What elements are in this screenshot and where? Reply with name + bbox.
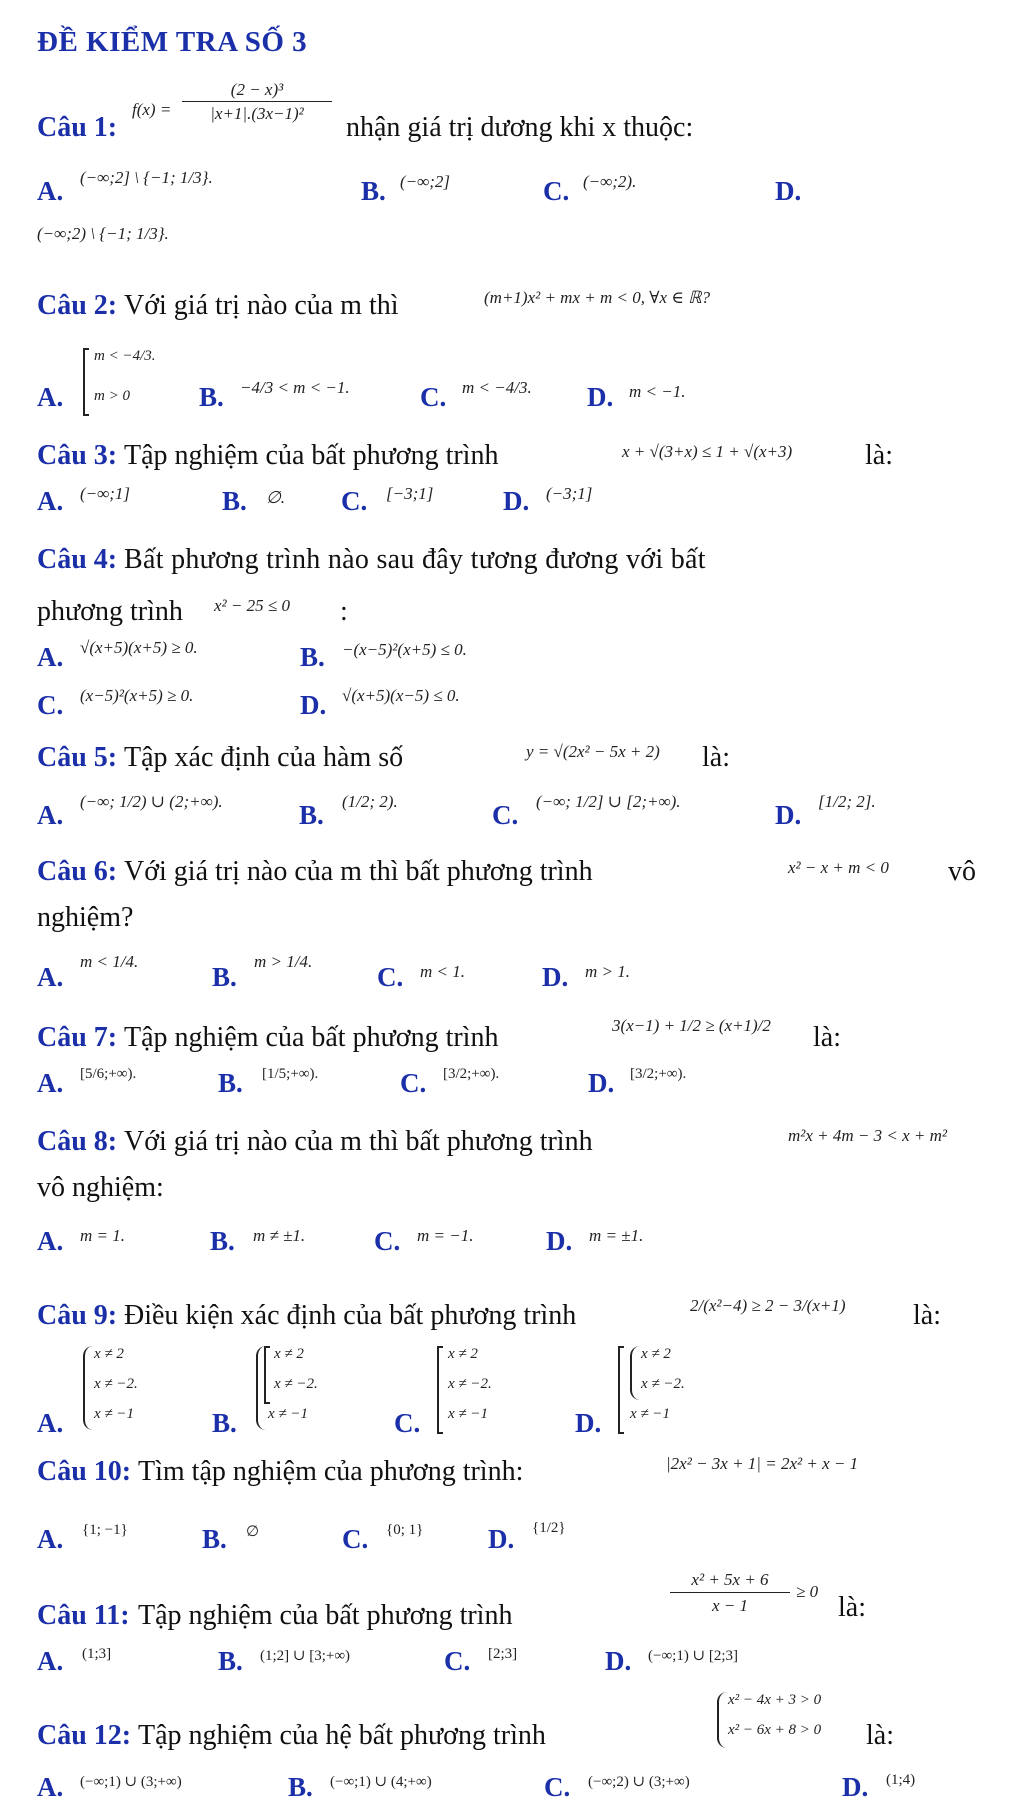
q8-option-c-label[interactable]: C. — [374, 1226, 401, 1256]
question-5-tail: là: — [702, 742, 730, 773]
q6-option-d-label[interactable]: D. — [542, 962, 569, 992]
q2-option-a-line2[interactable]: m > 0 — [94, 388, 130, 404]
q7-option-c-label[interactable]: C. — [400, 1068, 427, 1098]
question-2-label: Câu 2: — [37, 290, 118, 321]
q9-option-a-line2[interactable]: x ≠ −2. — [94, 1376, 138, 1392]
page-title: ĐỀ KIỂM TRA SỐ 3 — [37, 26, 308, 58]
q9-option-a-label[interactable]: A. — [37, 1408, 64, 1438]
question-3-formula: x + √(3+x) ≤ 1 + √(x+3) — [622, 442, 793, 461]
q11-option-a-label[interactable]: A. — [37, 1646, 64, 1676]
question-7-formula: 3(x−1) + 1/2 ≥ (x+1)/2 — [612, 1016, 771, 1035]
question-8-text-line2: vô nghiệm: — [37, 1172, 164, 1203]
q9-option-d-line2[interactable]: x ≠ −2. — [641, 1376, 685, 1392]
q1-option-d-label[interactable]: D. — [775, 176, 802, 206]
question-8-formula: m²x + 4m − 3 < x + m² — [788, 1126, 948, 1145]
question-11-fraction-bar — [670, 1592, 790, 1593]
q5-option-a-value[interactable]: (−∞; 1/2) ∪ (2;+∞). — [80, 792, 223, 811]
question-11-label: Câu 11: — [37, 1600, 130, 1631]
q8-option-a-label[interactable]: A. — [37, 1226, 64, 1256]
q12-option-c-value[interactable]: (−∞;2) ∪ (3;+∞) — [588, 1774, 690, 1790]
question-9-tail: là: — [913, 1300, 941, 1331]
question-12-system-brace — [717, 1692, 727, 1748]
q11-option-d-value[interactable]: (−∞;1) ∪ [2;3] — [648, 1648, 739, 1664]
question-11-numerator: x² + 5x + 6 — [691, 1570, 769, 1589]
q4-option-c-value[interactable]: (x−5)²(x+5) ≥ 0. — [80, 686, 194, 705]
q9-option-a-line1[interactable]: x ≠ 2 — [94, 1346, 124, 1362]
q8-option-d-label[interactable]: D. — [546, 1226, 573, 1256]
question-4-label: Câu 4: — [37, 544, 118, 575]
question-12-system-line2: x² − 6x + 8 > 0 — [728, 1722, 822, 1738]
q3-option-d-value[interactable]: (−3;1] — [546, 484, 593, 503]
q4-option-c-label[interactable]: C. — [37, 690, 64, 720]
q1-option-a-value[interactable]: (−∞;2] \ {−1; 1/3}. — [80, 168, 213, 187]
q5-option-d-label[interactable]: D. — [775, 800, 802, 830]
question-2-formula: (m+1)x² + mx + m < 0, ∀x ∈ ℝ? — [484, 288, 711, 307]
q8-option-b-value[interactable]: m ≠ ±1. — [253, 1226, 306, 1245]
q2-option-a-label[interactable]: A. — [37, 382, 64, 412]
question-6-label: Câu 6: — [37, 856, 118, 887]
question-5-formula: y = √(2x² − 5x + 2) — [526, 742, 660, 761]
q7-option-a-label[interactable]: A. — [37, 1068, 64, 1098]
q7-option-b-label[interactable]: B. — [218, 1068, 243, 1098]
q9-option-c-label[interactable]: C. — [394, 1408, 421, 1438]
question-11-tail: là: — [838, 1592, 866, 1623]
q10-option-d-value[interactable]: {1/2} — [532, 1520, 566, 1536]
q9-option-d-label[interactable]: D. — [575, 1408, 602, 1438]
q10-option-d-label[interactable]: D. — [488, 1524, 515, 1554]
q5-option-b-value[interactable]: (1/2; 2). — [342, 792, 398, 811]
q9-option-c-line1[interactable]: x ≠ 2 — [448, 1346, 478, 1362]
question-3-label: Câu 3: — [37, 440, 118, 471]
question-4-text: Bất phương trình nào sau đây tương đương với bất — [124, 544, 706, 575]
question-6-text: Với giá trị nào của m thì bất phương trình — [124, 856, 593, 887]
question-6-text-line2: nghiệm? — [37, 902, 134, 933]
question-2-text: Với giá trị nào của m thì — [124, 290, 399, 321]
q7-option-c-value[interactable]: [3/2;+∞). — [443, 1066, 500, 1082]
q6-option-b-value[interactable]: m > 1/4. — [254, 952, 313, 971]
q1-option-c-label[interactable]: C. — [543, 176, 570, 206]
q2-option-d-label[interactable]: D. — [587, 382, 614, 412]
q1-option-d-value[interactable]: (−∞;2) \ {−1; 1/3}. — [37, 224, 169, 243]
question-3-text: Tập nghiệm của bất phương trình — [124, 440, 499, 471]
q10-option-b-label[interactable]: B. — [202, 1524, 227, 1554]
question-12-system-line1: x² − 4x + 3 > 0 — [728, 1692, 822, 1708]
q3-option-b-label[interactable]: B. — [222, 486, 247, 516]
question-9-formula: 2/(x²−4) ≥ 2 − 3/(x+1) — [690, 1296, 846, 1315]
q4-option-b-value[interactable]: −(x−5)²(x+5) ≤ 0. — [342, 640, 467, 659]
q2-option-c-value[interactable]: m < −4/3. — [462, 378, 532, 397]
q6-option-a-label[interactable]: A. — [37, 962, 64, 992]
q6-option-b-label[interactable]: B. — [212, 962, 237, 992]
question-5-text: Tập xác định của hàm số — [124, 742, 404, 773]
q11-option-b-label[interactable]: B. — [218, 1646, 243, 1676]
q12-option-d-value[interactable]: (1;4) — [886, 1772, 916, 1788]
q11-option-a-value[interactable]: (1;3] — [82, 1646, 112, 1662]
q3-option-b-value[interactable]: ∅. — [266, 488, 286, 507]
q5-option-c-label[interactable]: C. — [492, 800, 519, 830]
q9-option-b-bracket — [264, 1346, 270, 1404]
q5-option-c-value[interactable]: (−∞; 1/2] ∪ [2;+∞). — [536, 792, 681, 811]
question-11-text: Tập nghiệm của bất phương trình — [138, 1600, 513, 1631]
question-11-denominator: x − 1 — [711, 1596, 749, 1615]
q10-option-a-label[interactable]: A. — [37, 1524, 64, 1554]
question-4-formula: x² − 25 ≤ 0 — [214, 596, 290, 615]
q6-option-d-value[interactable]: m > 1. — [585, 962, 630, 981]
question-9-label: Câu 9: — [37, 1300, 118, 1331]
q9-option-b-line2[interactable]: x ≠ −2. — [274, 1376, 318, 1392]
q11-option-d-label[interactable]: D. — [605, 1646, 632, 1676]
q7-option-a-value[interactable]: [5/6;+∞). — [80, 1066, 137, 1082]
q11-option-b-value[interactable]: (1;2] ∪ [3;+∞) — [260, 1648, 351, 1664]
q9-option-a-line3[interactable]: x ≠ −1 — [94, 1406, 135, 1422]
question-1-text: nhận giá trị dương khi x thuộc: — [346, 112, 694, 143]
question-11-relation: ≥ 0 — [796, 1582, 819, 1601]
question-10-label: Câu 10: — [37, 1456, 132, 1487]
q8-option-b-label[interactable]: B. — [210, 1226, 235, 1256]
q4-option-d-label[interactable]: D. — [300, 690, 327, 720]
question-6-formula: x² − x + m < 0 — [788, 858, 889, 877]
question-12-text: Tập nghiệm của hệ bất phương trình — [138, 1720, 546, 1751]
q9-option-b-label[interactable]: B. — [212, 1408, 237, 1438]
question-6-tail: vô — [948, 856, 976, 887]
q1-option-b-value[interactable]: (−∞;2] — [400, 172, 451, 191]
q2-option-b-label[interactable]: B. — [199, 382, 224, 412]
question-1-numerator: (2 − x)³ — [230, 80, 284, 99]
q10-option-b-value[interactable]: ∅ — [246, 1524, 260, 1540]
question-10-formula: |2x² − 3x + 1| = 2x² + x − 1 — [666, 1454, 859, 1473]
q9-option-d-line3[interactable]: x ≠ −1 — [630, 1406, 671, 1422]
q2-option-a-line1[interactable]: m < −4/3. — [94, 348, 156, 364]
q4-option-a-label[interactable]: A. — [37, 642, 64, 672]
q2-option-b-value[interactable]: −4/3 < m < −1. — [240, 378, 350, 397]
q1-option-a-label[interactable]: A. — [37, 176, 64, 206]
q1-option-b-label[interactable]: B. — [361, 176, 386, 206]
q2-option-a-bracket — [83, 348, 89, 416]
question-12-tail: là: — [866, 1720, 894, 1751]
q8-option-a-value[interactable]: m = 1. — [80, 1226, 125, 1245]
q6-option-c-value[interactable]: m < 1. — [420, 962, 465, 981]
question-12-label: Câu 12: — [37, 1720, 132, 1751]
q12-option-d-label[interactable]: D. — [842, 1772, 869, 1802]
question-7-label: Câu 7: — [37, 1022, 118, 1053]
q3-option-a-value[interactable]: (−∞;1] — [80, 484, 131, 503]
q9-option-d-bracket — [618, 1346, 624, 1434]
q12-option-c-label[interactable]: C. — [544, 1772, 571, 1802]
q3-option-c-value[interactable]: [−3;1] — [386, 484, 434, 503]
q11-option-c-value[interactable]: [2;3] — [488, 1646, 518, 1662]
q7-option-d-label[interactable]: D. — [588, 1068, 615, 1098]
q3-option-d-label[interactable]: D. — [503, 486, 530, 516]
question-1-denominator: |x+1|.(3x−1)² — [210, 104, 304, 123]
q4-option-a-value[interactable]: √(x+5)(x+5) ≥ 0. — [80, 638, 198, 657]
q9-option-d-brace — [630, 1346, 640, 1400]
q8-option-c-value[interactable]: m = −1. — [417, 1226, 474, 1245]
q3-option-c-label[interactable]: C. — [341, 486, 368, 516]
q2-option-c-label[interactable]: C. — [420, 382, 447, 412]
q6-option-c-label[interactable]: C. — [377, 962, 404, 992]
question-4-text-line2: phương trình — [37, 596, 183, 627]
q12-option-b-value[interactable]: (−∞;1) ∪ (4;+∞) — [330, 1774, 432, 1790]
question-1-formula-lhs: f(x) = — [132, 100, 172, 119]
q10-option-c-label[interactable]: C. — [342, 1524, 369, 1554]
q2-option-d-value[interactable]: m < −1. — [629, 382, 686, 401]
q4-option-b-label[interactable]: B. — [300, 642, 325, 672]
q5-option-d-value[interactable]: [1/2; 2]. — [818, 792, 876, 811]
q4-option-d-value[interactable]: √(x+5)(x−5) ≤ 0. — [342, 686, 460, 705]
q11-option-c-label[interactable]: C. — [444, 1646, 471, 1676]
q5-option-a-label[interactable]: A. — [37, 800, 64, 830]
q9-option-a-brace — [83, 1346, 93, 1430]
q6-option-a-value[interactable]: m < 1/4. — [80, 952, 139, 971]
q7-option-b-value[interactable]: [1/5;+∞). — [262, 1066, 319, 1082]
q12-option-a-label[interactable]: A. — [37, 1772, 64, 1802]
q3-option-a-label[interactable]: A. — [37, 486, 64, 516]
question-5-label: Câu 5: — [37, 742, 118, 773]
question-1-fraction-bar — [182, 101, 332, 102]
question-7-tail: là: — [813, 1022, 841, 1053]
question-3-tail: là: — [865, 440, 893, 471]
q9-option-b-line1[interactable]: x ≠ 2 — [274, 1346, 304, 1362]
q9-option-c-line2[interactable]: x ≠ −2. — [448, 1376, 492, 1392]
question-1-label: Câu 1: — [37, 112, 118, 143]
q9-option-c-line3[interactable]: x ≠ −1 — [448, 1406, 489, 1422]
q1-option-c-value[interactable]: (−∞;2). — [583, 172, 637, 191]
q12-option-a-value[interactable]: (−∞;1) ∪ (3;+∞) — [80, 1774, 182, 1790]
q9-option-c-bracket — [437, 1346, 443, 1434]
question-8-text: Với giá trị nào của m thì bất phương trình — [124, 1126, 593, 1157]
q10-option-a-value[interactable]: {1; −1} — [82, 1522, 128, 1538]
question-8-label: Câu 8: — [37, 1126, 118, 1157]
question-7-text: Tập nghiệm của bất phương trình — [124, 1022, 499, 1053]
question-10-text: Tìm tập nghiệm của phương trình: — [138, 1456, 524, 1487]
q10-option-c-value[interactable]: {0; 1} — [386, 1522, 424, 1538]
question-4-tail: : — [340, 596, 348, 627]
q8-option-d-value[interactable]: m = ±1. — [589, 1226, 644, 1245]
q9-option-d-line1[interactable]: x ≠ 2 — [641, 1346, 671, 1362]
q7-option-d-value[interactable]: [3/2;+∞). — [630, 1066, 687, 1082]
q5-option-b-label[interactable]: B. — [299, 800, 324, 830]
q12-option-b-label[interactable]: B. — [288, 1772, 313, 1802]
question-9-text: Điều kiện xác định của bất phương trình — [124, 1300, 577, 1331]
q9-option-b-line3[interactable]: x ≠ −1 — [268, 1406, 309, 1422]
